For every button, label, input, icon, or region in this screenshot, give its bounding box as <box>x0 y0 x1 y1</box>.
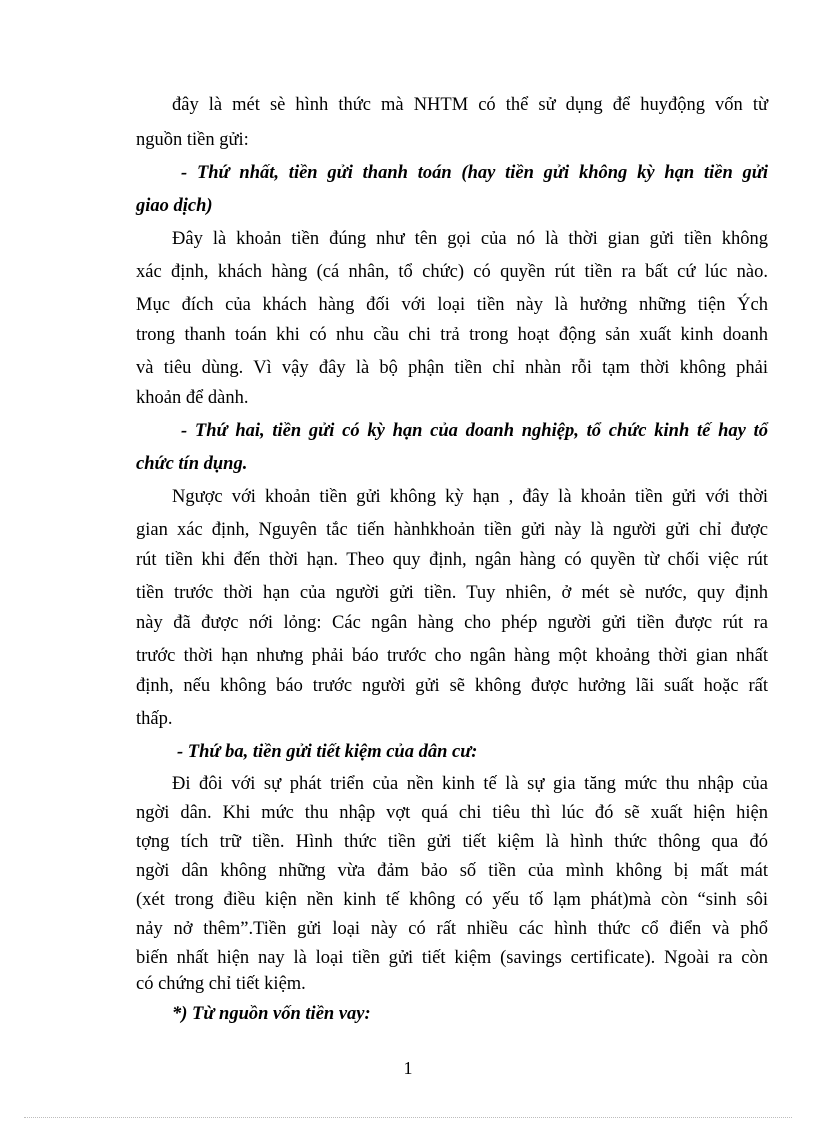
page-number: 1 <box>403 1058 413 1078</box>
text-line: tợng tích trữ tiền. Hình thức tiền gửi tiết kiệm là hình thức thông qua đó <box>136 832 768 852</box>
section-heading: *) Từ nguồn vốn tiền vay: <box>172 1004 371 1024</box>
text-line: định, nếu không báo trước người gửi sẽ không được hưởng lãi suất hoặc rất <box>136 676 768 696</box>
text-line: có chứng chỉ tiết kiệm. <box>136 974 306 994</box>
section-heading: - Thứ hai, tiền gửi có kỳ hạn của doanh nghiệp, tổ chức kinh tế hay tổ <box>181 421 768 441</box>
text-line: nguồn tiền gửi: <box>136 130 249 150</box>
text-line: này đã được nới lỏng: Các ngân hàng cho phép người gửi tiền được rút ra <box>136 613 768 633</box>
text-line: và tiêu dùng. Vì vậy đây là bộ phận tiền chỉ nhàn rỗi tạm thời không phải <box>136 358 768 378</box>
text-line: rút tiền khi đến thời hạn. Theo quy định, ngân hàng có quyền từ chối việc rút <box>136 550 768 570</box>
text-line: Mục đích của khách hàng đối với loại tiền này là hưởng những tiện Ých <box>136 295 768 315</box>
text-line: xác định, khách hàng (cá nhân, tổ chức) có quyền rút tiền ra bất cứ lúc nào. <box>136 262 768 282</box>
text-line: biến nhất hiện nay là loại tiền gửi tiết kiệm (savings certificate). Ngoài ra còn <box>136 948 768 968</box>
text-line: tiền trước thời hạn của người gửi tiền. Tuy nhiên, ở mét sè nước, quy định <box>136 583 768 603</box>
section-heading: - Thứ nhất, tiền gửi thanh toán (hay tiền gửi không kỳ hạn tiền gửi <box>181 163 768 183</box>
text-line: ngời dân không những vừa đảm bảo số tiền của mình không bị mất mát <box>136 861 768 881</box>
text-line: (xét trong điều kiện nền kinh tế không có yếu tố lạm phát)mà còn “sinh sôi <box>136 890 768 910</box>
text-line: gian xác định, Nguyên tắc tiến hànhkhoản tiền gửi này là người gửi chỉ được <box>136 520 768 540</box>
text-line: ngời dân. Khi mức thu nhập vợt quá chi tiêu thì lúc đó sẽ xuất hiện hiện <box>136 803 768 823</box>
text-line: Đây là khoản tiền đúng như tên gọi của nó là thời gian gửi tiền không <box>172 229 768 249</box>
text-line: khoản để dành. <box>136 388 249 408</box>
text-line: trong thanh toán khi có nhu cầu chi trả trong hoạt động sản xuất kinh doanh <box>136 325 768 345</box>
text-line: Đi đôi với sự phát triển của nền kinh tế là sự gia tăng mức thu nhập của <box>172 774 768 794</box>
section-heading: giao dịch) <box>136 196 213 216</box>
text-line: trước thời hạn nhưng phải báo trước cho ngân hàng một khoảng thời gian nhất <box>136 646 768 666</box>
text-line: thấp. <box>136 709 173 729</box>
text-line: nảy nở thêm”.Tiền gửi loại này có rất nhiều các hình thức cổ điển và phổ <box>136 919 768 939</box>
text-line: đây là mét sè hình thức mà NHTM có thể sử dụng để huyđộng vốn từ <box>172 95 768 115</box>
section-heading: - Thứ ba, tiền gửi tiết kiệm của dân cư: <box>177 742 478 762</box>
text-line: Ngược với khoản tiền gửi không kỳ hạn , đây là khoản tiền gửi với thời <box>172 487 768 507</box>
section-heading: chức tín dụng. <box>136 454 248 474</box>
page-bottom-dotted-rule <box>24 1117 792 1118</box>
